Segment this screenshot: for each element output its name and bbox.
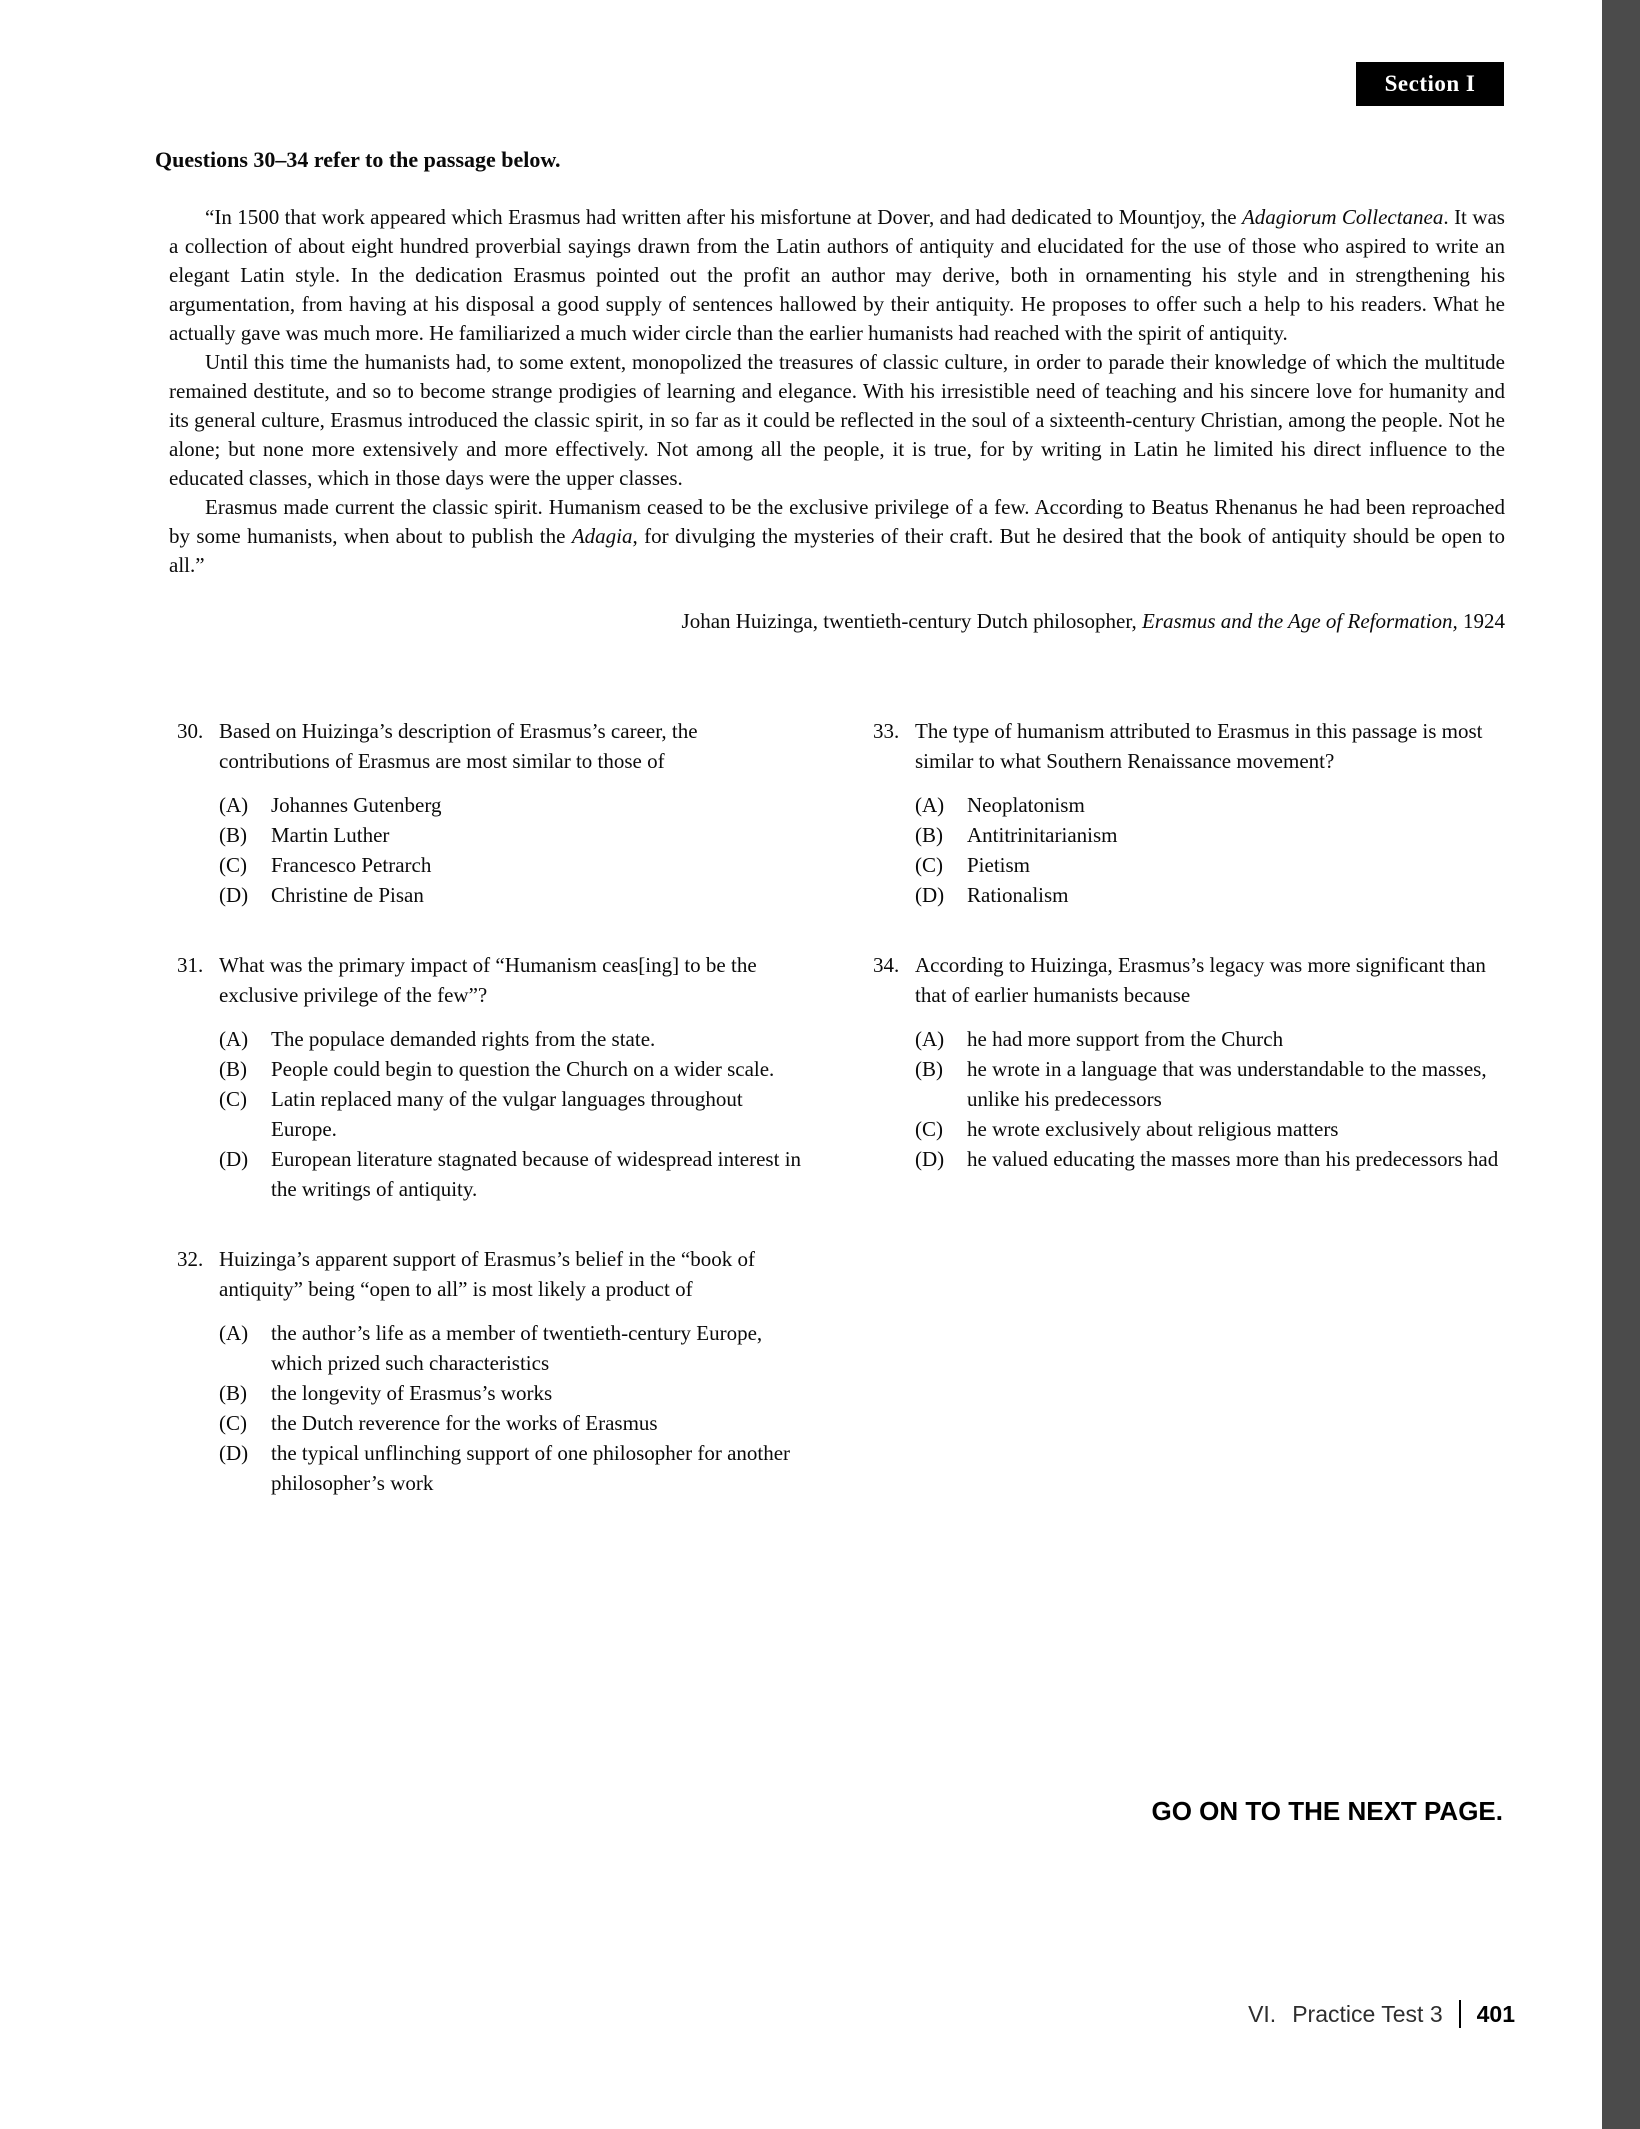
choice-letter: (C) [219,1087,247,1111]
choice-letter: (C) [915,853,943,877]
question-number: 30. [177,719,204,743]
choice-row [915,880,1503,910]
choices [219,1024,807,1204]
passage-paragraph-2: Until this time the humanists had, to some extent, monopolized the treasures of classic culture, in order to parade their knowledge of which the multitude remained destitute, and so to become strange prodigies of learning and elegance. With his irresistible need of teaching and his sincere love for humanity and its general culture, Erasmus introduced the classic spirit, in so far as it could be reflected in the soul of a sixteenth-century Christian, among the people. Not he alone; but none more extensively and more effectively. Not among all the people, it is true, for by writing in Latin he limited his direct influence to the educated classes, which in those days were the upper classes. [169,350,1505,490]
page-edge-bar [1602,0,1640,2129]
question-block-33 [873,716,1503,910]
choice-letter: (A) [219,1321,249,1345]
choice-text: Latin replaced many of the vulgar languages throughout Europe. [271,1087,743,1141]
choice-row [219,880,807,910]
choice-row [915,1144,1503,1174]
choice-row [915,820,1503,850]
question-number: 34. [873,953,900,977]
question-stem: Huizinga’s apparent support of Erasmus’s belief in the “book of antiquity” being “open to all” is most likely a product of [219,1247,755,1301]
choice-row [219,820,807,850]
footer-label: Practice Test 3 [1292,2000,1443,2027]
choices [219,790,807,910]
choice-row [219,1318,807,1378]
choices [915,790,1503,910]
choice-text: he wrote in a language that was understandable to the masses, unlike his predecessors [967,1057,1487,1111]
choice-row [219,1408,807,1438]
question-number: 31. [177,953,204,977]
passage-text: , for divulging the mysteries of their craft. But he desired that the book of antiquity should be open to all.” [169,524,1505,577]
passage-attribution [155,607,1505,636]
choice-text: the typical unflinching support of one philosopher for another philosopher’s work [271,1441,791,1495]
choice-text: Neoplatonism [967,793,1085,817]
questions-left-column [177,716,807,1538]
choice-text: The populace demanded rights from the state. [271,1027,656,1051]
choice-text: European literature stagnated because of widespread interest in the writings of antiquity. [271,1147,802,1201]
choice-letter: (B) [219,823,247,847]
choice-text: he had more support from the Church [967,1027,1284,1051]
choice-letter: (A) [219,793,249,817]
choice-letter: (C) [219,1411,247,1435]
page-number: 401 [1476,2000,1515,2027]
choice-letter: (B) [915,1057,943,1081]
choice-row [915,850,1503,880]
question-stem: What was the primary impact of “Humanism ceas[ing] to be the exclusive privilege of the few”? [219,953,757,1007]
choice-letter: (B) [915,823,943,847]
choice-text: Martin Luther [271,823,390,847]
question-stem: Based on Huizinga’s description of Erasmus’s career, the contributions of Erasmus are most similar to those of [219,719,698,773]
choice-letter: (D) [219,1441,249,1465]
question-stem: According to Huizinga, Erasmus’s legacy was more significant than that of earlier humanists because [915,953,1486,1007]
question-number: 33. [873,719,900,743]
footer-divider [1459,2000,1461,2028]
question-number: 32. [177,1247,204,1271]
choice-row [915,1024,1503,1054]
passage-italic-title: Adagiorum Collectanea [1241,205,1444,229]
choice-text: Antitrinitarianism [967,823,1118,847]
choice-letter: (B) [219,1381,247,1405]
questions-right-column [873,716,1503,1538]
page-content [155,147,1505,1538]
choice-text: the author’s life as a member of twentieth-century Europe, which prized such characteristics [271,1321,763,1375]
choice-letter: (D) [915,883,945,907]
choice-row [219,1024,807,1054]
choice-row [219,1084,807,1144]
go-on-instruction: GO ON TO THE NEXT PAGE. [1151,1796,1503,1826]
passage-paragraph-1 [169,203,1505,348]
choice-row [219,790,807,820]
choice-text: he valued educating the masses more than his predecessors had [967,1147,1499,1171]
passage-text: Erasmus made current the classic spirit. Humanism ceased to be the exclusive privilege of a few. According to Beatus Rhenanus he had been reproached by some humanists, when about to publish the [169,495,1505,548]
choice-text: he wrote exclusively about religious matters [967,1117,1339,1141]
question-block-32 [177,1244,807,1498]
passage-italic-title: Adagia [571,524,633,548]
question-block-31 [177,950,807,1204]
choice-row [219,1378,807,1408]
passage [155,203,1505,580]
attribution-author: Johan Huizinga, twentieth-century Dutch philosopher, [681,609,1142,633]
choices [219,1318,807,1498]
attribution-work-title: Erasmus and the Age of Reformation, [1141,609,1458,633]
choice-text: People could begin to question the Church on a wider scale. [271,1057,775,1081]
choice-letter: (D) [219,883,249,907]
choice-text: Johannes Gutenberg [271,793,442,817]
choice-letter: (C) [219,853,247,877]
question-block-30 [177,716,807,910]
choice-row [915,1054,1503,1114]
choice-row [915,1114,1503,1144]
question-block-34 [873,950,1503,1174]
choice-text: the Dutch reverence for the works of Erasmus [271,1411,658,1435]
passage-text: “In 1500 that work appeared which Erasmus had written after his misfortune at Dover, and had dedicated to Mountjoy, the [205,205,1242,229]
choice-letter: (C) [915,1117,943,1141]
page-footer [1248,2000,1515,2028]
choices [915,1024,1503,1174]
choice-text: the longevity of Erasmus’s works [271,1381,553,1405]
questions-section [155,716,1505,1538]
footer-chapter: VI. [1248,2000,1277,2027]
attribution-year: 1924 [1457,609,1505,633]
choice-text: Pietism [967,853,1031,877]
choice-letter: (A) [915,1027,945,1051]
choice-row [219,1144,807,1204]
choice-text: Rationalism [967,883,1069,907]
question-stem: The type of humanism attributed to Erasmus in this passage is most similar to what Southern Renaissance movement? [915,719,1483,773]
choice-row [915,790,1503,820]
choice-text: Francesco Petrarch [271,853,432,877]
passage-text: . It was a collection of about eight hundred proverbial sayings drawn from the Latin authors of antiquity and elucidated for the use of those who aspired to write an elegant Latin style. In the dedication Erasmus pointed out the profit an author may derive, both in ornamenting his style and in strengthening his argumentation, from having at his disposal a good supply of sentences hallowed by their antiquity. He proposes to offer such a help to his readers. What he actually gave was much more. He familiarized a much wider circle than the earlier humanists had reached with the spirit of antiquity. [169,205,1505,345]
section-badge: Section I [1356,62,1504,106]
choice-letter: (A) [219,1027,249,1051]
choice-letter: (B) [219,1057,247,1081]
passage-paragraph-3 [169,493,1505,580]
choice-row [219,1438,807,1498]
choice-letter: (D) [219,1147,249,1171]
choice-row [219,850,807,880]
passage-heading: Questions 30–34 refer to the passage below. [155,147,561,172]
choice-letter: (D) [915,1147,945,1171]
choice-letter: (A) [915,793,945,817]
choice-text: Christine de Pisan [271,883,424,907]
choice-row [219,1054,807,1084]
